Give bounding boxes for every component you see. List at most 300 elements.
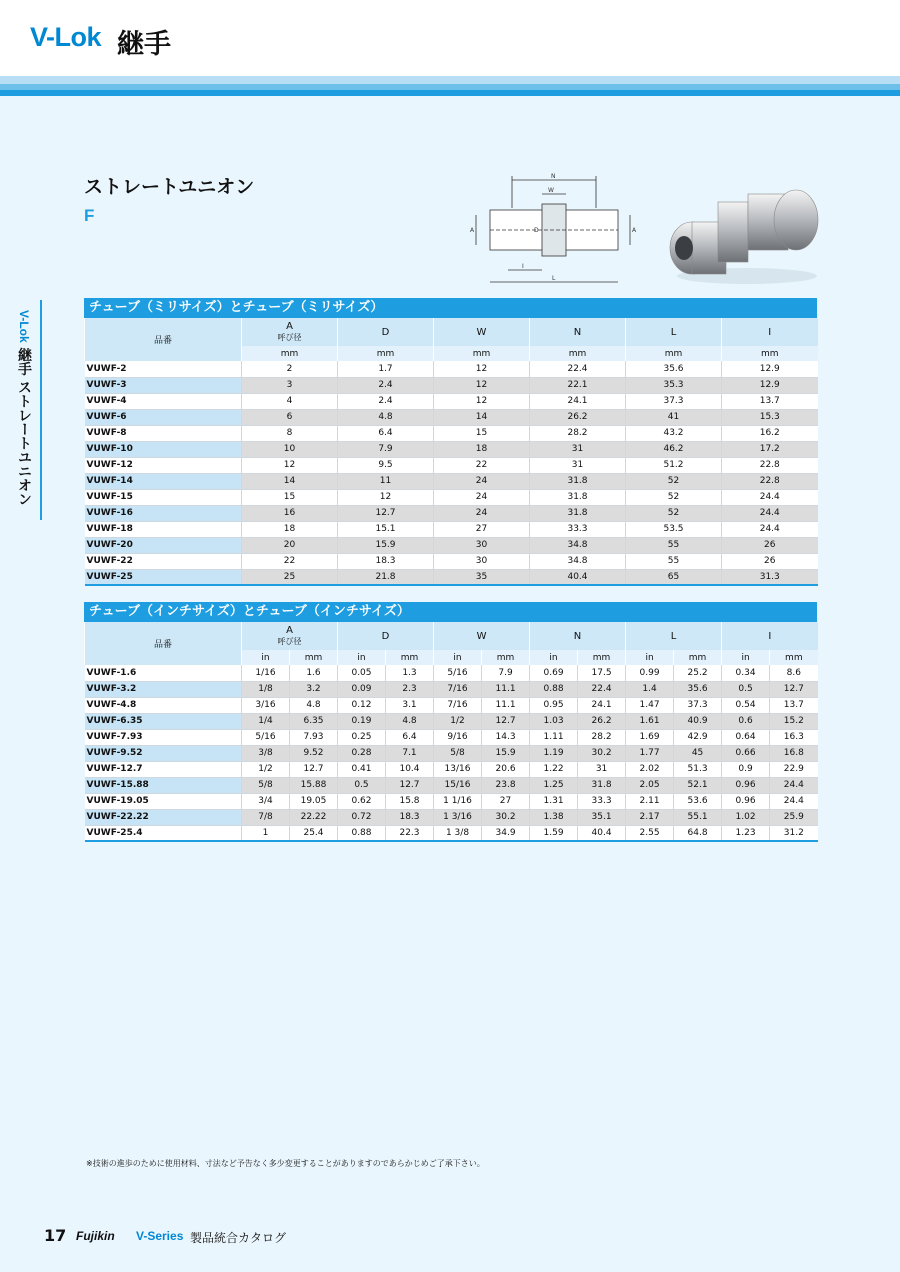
value-cell: 24.4 bbox=[722, 489, 818, 505]
value-cell: 2.3 bbox=[386, 681, 434, 697]
value-cell: 8.6 bbox=[770, 665, 818, 681]
value-cell: 20.6 bbox=[482, 761, 530, 777]
table-row bbox=[85, 745, 818, 761]
value-cell: 7.93 bbox=[290, 729, 338, 745]
footer-catalog: 製品統合カタログ bbox=[190, 1231, 287, 1245]
disclaimer-note: ※技術の進歩のために使用材料、寸法など予告なく多少変更することがありますのであらかじめご了承下さい。 bbox=[86, 1159, 485, 1168]
value-cell: 3.2 bbox=[290, 681, 338, 697]
value-cell: 1.38 bbox=[530, 809, 578, 825]
value-cell: 2.55 bbox=[626, 825, 674, 841]
part-number-cell: VUWF-15.88 bbox=[85, 777, 242, 793]
value-cell: 1.77 bbox=[626, 745, 674, 761]
value-cell: 15.3 bbox=[722, 409, 818, 425]
value-cell: 1.3 bbox=[386, 665, 434, 681]
table-row bbox=[85, 393, 818, 409]
value-cell: 24.4 bbox=[770, 793, 818, 809]
value-cell: 52 bbox=[626, 489, 722, 505]
value-cell: 11.1 bbox=[482, 697, 530, 713]
value-cell: 7/16 bbox=[434, 697, 482, 713]
value-cell: 1.4 bbox=[626, 681, 674, 697]
dimension-diagram bbox=[468, 170, 640, 290]
part-number-cell: VUWF-2 bbox=[85, 361, 242, 377]
value-cell: 22.3 bbox=[386, 825, 434, 841]
value-cell: 0.6 bbox=[722, 713, 770, 729]
value-cell: 0.69 bbox=[530, 665, 578, 681]
table-row bbox=[85, 793, 818, 809]
part-number-cell: VUWF-1.6 bbox=[85, 665, 242, 681]
part-number-cell: VUWF-6 bbox=[85, 409, 242, 425]
header-band-light bbox=[0, 76, 900, 84]
value-cell: 19.05 bbox=[290, 793, 338, 809]
value-cell: 9/16 bbox=[434, 729, 482, 745]
table-row bbox=[85, 409, 818, 425]
value-cell: 24.1 bbox=[530, 393, 626, 409]
value-cell: 12.9 bbox=[722, 377, 818, 393]
col-d-header: D bbox=[338, 318, 434, 346]
value-cell: 16.8 bbox=[770, 745, 818, 761]
value-cell: 12.9 bbox=[722, 361, 818, 377]
value-cell: 12.7 bbox=[386, 777, 434, 793]
value-cell: 35.1 bbox=[578, 809, 626, 825]
side-divider bbox=[40, 300, 42, 520]
part-number-cell: VUWF-15 bbox=[85, 489, 242, 505]
part-number-cell: VUWF-4.8 bbox=[85, 697, 242, 713]
value-cell: 25.2 bbox=[674, 665, 722, 681]
value-cell: 28.2 bbox=[578, 729, 626, 745]
unit-cell: mm bbox=[386, 650, 434, 665]
value-cell: 25.4 bbox=[290, 825, 338, 841]
header-band-dark bbox=[0, 90, 900, 96]
col-w-header: W bbox=[434, 318, 530, 346]
value-cell: 27 bbox=[434, 521, 530, 537]
value-cell: 23.8 bbox=[482, 777, 530, 793]
value-cell: 0.28 bbox=[338, 745, 386, 761]
value-cell: 31.8 bbox=[530, 489, 626, 505]
col-i-header: I bbox=[722, 622, 818, 650]
part-number-cell: VUWF-12 bbox=[85, 457, 242, 473]
col-l-header: L bbox=[626, 622, 722, 650]
part-number-cell: VUWF-25 bbox=[85, 569, 242, 585]
value-cell: 0.9 bbox=[722, 761, 770, 777]
value-cell: 31.8 bbox=[530, 505, 626, 521]
value-cell: 13/16 bbox=[434, 761, 482, 777]
value-cell: 34.8 bbox=[530, 537, 626, 553]
value-cell: 16.2 bbox=[722, 425, 818, 441]
value-cell: 9.5 bbox=[338, 457, 434, 473]
value-cell: 24.4 bbox=[722, 521, 818, 537]
value-cell: 30 bbox=[434, 553, 530, 569]
value-cell: 1.02 bbox=[722, 809, 770, 825]
value-cell: 0.05 bbox=[338, 665, 386, 681]
value-cell: 22.22 bbox=[290, 809, 338, 825]
value-cell: 2.05 bbox=[626, 777, 674, 793]
unit-cell: in bbox=[530, 650, 578, 665]
col-a-sub: 呼び径 bbox=[277, 333, 302, 342]
value-cell: 0.72 bbox=[338, 809, 386, 825]
part-number-cell: VUWF-9.52 bbox=[85, 745, 242, 761]
part-number-header: 品番 bbox=[85, 318, 242, 361]
value-cell: 24 bbox=[434, 489, 530, 505]
value-cell: 35.6 bbox=[626, 361, 722, 377]
table-row bbox=[85, 729, 818, 745]
value-cell: 14.3 bbox=[482, 729, 530, 745]
value-cell: 22 bbox=[242, 553, 338, 569]
diagram-label-d: D bbox=[534, 227, 539, 234]
value-cell: 6.4 bbox=[386, 729, 434, 745]
value-cell: 0.12 bbox=[338, 697, 386, 713]
value-cell: 31.8 bbox=[578, 777, 626, 793]
value-cell: 1/4 bbox=[242, 713, 290, 729]
part-number-cell: VUWF-12.7 bbox=[85, 761, 242, 777]
table-row bbox=[85, 489, 818, 505]
value-cell: 1.23 bbox=[722, 825, 770, 841]
value-cell: 1/8 bbox=[242, 681, 290, 697]
value-cell: 3 bbox=[242, 377, 338, 393]
table-row bbox=[85, 825, 818, 841]
value-cell: 24.4 bbox=[722, 505, 818, 521]
table-row bbox=[85, 761, 818, 777]
table-row bbox=[85, 441, 818, 457]
value-cell: 28.2 bbox=[530, 425, 626, 441]
part-number-cell: VUWF-3 bbox=[85, 377, 242, 393]
side-brand: V-Lok bbox=[17, 310, 31, 343]
value-cell: 0.19 bbox=[338, 713, 386, 729]
value-cell: 1.69 bbox=[626, 729, 674, 745]
value-cell: 20 bbox=[242, 537, 338, 553]
unit-cell: mm bbox=[338, 346, 434, 361]
value-cell: 1.11 bbox=[530, 729, 578, 745]
value-cell: 31.2 bbox=[770, 825, 818, 841]
table-row bbox=[85, 665, 818, 681]
value-cell: 6 bbox=[242, 409, 338, 425]
value-cell: 0.88 bbox=[530, 681, 578, 697]
value-cell: 8 bbox=[242, 425, 338, 441]
table-row bbox=[85, 777, 818, 793]
unit-cell: mm bbox=[434, 346, 530, 361]
table-row bbox=[85, 569, 818, 585]
value-cell: 4.8 bbox=[386, 713, 434, 729]
value-cell: 11.1 bbox=[482, 681, 530, 697]
unit-cell: mm bbox=[530, 346, 626, 361]
col-a-label: A bbox=[286, 625, 293, 636]
value-cell: 0.62 bbox=[338, 793, 386, 809]
unit-cell: mm bbox=[242, 346, 338, 361]
value-cell: 25.9 bbox=[770, 809, 818, 825]
value-cell: 31.8 bbox=[530, 473, 626, 489]
value-cell: 1.47 bbox=[626, 697, 674, 713]
value-cell: 45 bbox=[674, 745, 722, 761]
product-code: F bbox=[84, 206, 95, 225]
value-cell: 26.2 bbox=[530, 409, 626, 425]
value-cell: 5/8 bbox=[434, 745, 482, 761]
diagram-label-i: I bbox=[522, 263, 524, 270]
value-cell: 14 bbox=[242, 473, 338, 489]
brand-suffix: 継手 bbox=[117, 29, 171, 60]
value-cell: 15.9 bbox=[338, 537, 434, 553]
value-cell: 51.3 bbox=[674, 761, 722, 777]
value-cell: 31 bbox=[530, 441, 626, 457]
value-cell: 37.3 bbox=[674, 697, 722, 713]
table-row bbox=[85, 681, 818, 697]
value-cell: 55 bbox=[626, 553, 722, 569]
side-label bbox=[14, 310, 34, 506]
value-cell: 0.09 bbox=[338, 681, 386, 697]
value-cell: 53.5 bbox=[626, 521, 722, 537]
value-cell: 15.2 bbox=[770, 713, 818, 729]
value-cell: 3/16 bbox=[242, 697, 290, 713]
value-cell: 53.6 bbox=[674, 793, 722, 809]
value-cell: 40.9 bbox=[674, 713, 722, 729]
unit-cell: in bbox=[242, 650, 290, 665]
value-cell: 55 bbox=[626, 537, 722, 553]
value-cell: 1 bbox=[242, 825, 290, 841]
value-cell: 1/16 bbox=[242, 665, 290, 681]
value-cell: 15.8 bbox=[386, 793, 434, 809]
col-a-label: A bbox=[286, 321, 293, 332]
value-cell: 24 bbox=[434, 505, 530, 521]
value-cell: 7.9 bbox=[338, 441, 434, 457]
value-cell: 37.3 bbox=[626, 393, 722, 409]
value-cell: 22.8 bbox=[722, 457, 818, 473]
value-cell: 35 bbox=[434, 569, 530, 585]
part-number-cell: VUWF-3.2 bbox=[85, 681, 242, 697]
product-title: ストレートユニオン bbox=[84, 176, 255, 198]
value-cell: 22.4 bbox=[530, 361, 626, 377]
value-cell: 24 bbox=[434, 473, 530, 489]
part-number-cell: VUWF-6.35 bbox=[85, 713, 242, 729]
value-cell: 2.17 bbox=[626, 809, 674, 825]
part-number-cell: VUWF-10 bbox=[85, 441, 242, 457]
value-cell: 4 bbox=[242, 393, 338, 409]
value-cell: 5/8 bbox=[242, 777, 290, 793]
part-number-cell: VUWF-20 bbox=[85, 537, 242, 553]
value-cell: 0.66 bbox=[722, 745, 770, 761]
value-cell: 1 3/8 bbox=[434, 825, 482, 841]
value-cell: 15 bbox=[242, 489, 338, 505]
value-cell: 35.3 bbox=[626, 377, 722, 393]
value-cell: 0.64 bbox=[722, 729, 770, 745]
value-cell: 4.8 bbox=[338, 409, 434, 425]
value-cell: 11 bbox=[338, 473, 434, 489]
value-cell: 43.2 bbox=[626, 425, 722, 441]
part-number-cell: VUWF-4 bbox=[85, 393, 242, 409]
value-cell: 0.41 bbox=[338, 761, 386, 777]
page-number: 17 bbox=[44, 1226, 67, 1245]
value-cell: 12 bbox=[242, 457, 338, 473]
table-row bbox=[85, 521, 818, 537]
table-row bbox=[85, 713, 818, 729]
value-cell: 22.9 bbox=[770, 761, 818, 777]
diagram-label-w: W bbox=[548, 187, 554, 194]
value-cell: 34.9 bbox=[482, 825, 530, 841]
value-cell: 3.1 bbox=[386, 697, 434, 713]
col-a-sub: 呼び径 bbox=[277, 637, 302, 646]
value-cell: 33.3 bbox=[530, 521, 626, 537]
value-cell: 7.9 bbox=[482, 665, 530, 681]
table1-title: チューブ（ミリサイズ）とチューブ（ミリサイズ） bbox=[84, 298, 817, 318]
table-row bbox=[85, 425, 818, 441]
unit-cell: mm bbox=[290, 650, 338, 665]
part-number-cell: VUWF-7.93 bbox=[85, 729, 242, 745]
part-number-cell: VUWF-19.05 bbox=[85, 793, 242, 809]
value-cell: 2.02 bbox=[626, 761, 674, 777]
value-cell: 0.54 bbox=[722, 697, 770, 713]
value-cell: 35.6 bbox=[674, 681, 722, 697]
value-cell: 34.8 bbox=[530, 553, 626, 569]
table2-title: チューブ（インチサイズ）とチューブ（インチサイズ） bbox=[84, 602, 817, 622]
value-cell: 12.7 bbox=[338, 505, 434, 521]
value-cell: 26 bbox=[722, 537, 818, 553]
unit-cell: mm bbox=[578, 650, 626, 665]
value-cell: 42.9 bbox=[674, 729, 722, 745]
value-cell: 4.8 bbox=[290, 697, 338, 713]
value-cell: 12.7 bbox=[290, 761, 338, 777]
value-cell: 12 bbox=[434, 361, 530, 377]
value-cell: 12.7 bbox=[770, 681, 818, 697]
value-cell: 0.34 bbox=[722, 665, 770, 681]
value-cell: 1.25 bbox=[530, 777, 578, 793]
table-row bbox=[85, 537, 818, 553]
value-cell: 40.4 bbox=[530, 569, 626, 585]
value-cell: 2.4 bbox=[338, 377, 434, 393]
col-w-header: W bbox=[434, 622, 530, 650]
value-cell: 7/8 bbox=[242, 809, 290, 825]
footer-brand: Fujikin bbox=[76, 1229, 115, 1243]
table-row bbox=[85, 809, 818, 825]
value-cell: 0.5 bbox=[722, 681, 770, 697]
value-cell: 13.7 bbox=[770, 697, 818, 713]
unit-cell: mm bbox=[770, 650, 818, 665]
unit-cell: in bbox=[434, 650, 482, 665]
value-cell: 52 bbox=[626, 473, 722, 489]
value-cell: 3/8 bbox=[242, 745, 290, 761]
diagram-label-a-right: A bbox=[632, 227, 637, 234]
value-cell: 3/4 bbox=[242, 793, 290, 809]
value-cell: 2.4 bbox=[338, 393, 434, 409]
value-cell: 0.99 bbox=[626, 665, 674, 681]
diagram-label-a-left: A bbox=[470, 227, 475, 234]
value-cell: 26 bbox=[722, 553, 818, 569]
value-cell: 5/16 bbox=[434, 665, 482, 681]
part-number-header: 品番 bbox=[85, 622, 242, 665]
diagram-label-n: N bbox=[551, 173, 556, 180]
value-cell: 0.96 bbox=[722, 777, 770, 793]
value-cell: 25 bbox=[242, 569, 338, 585]
value-cell: 15 bbox=[434, 425, 530, 441]
value-cell: 7.1 bbox=[386, 745, 434, 761]
value-cell: 12.7 bbox=[482, 713, 530, 729]
unit-cell: in bbox=[626, 650, 674, 665]
value-cell: 17.5 bbox=[578, 665, 626, 681]
col-d-header: D bbox=[338, 622, 434, 650]
value-cell: 12 bbox=[434, 377, 530, 393]
table-row bbox=[85, 505, 818, 521]
col-i-header: I bbox=[722, 318, 818, 346]
col-a-header bbox=[242, 622, 338, 650]
value-cell: 1/2 bbox=[434, 713, 482, 729]
part-number-cell: VUWF-25.4 bbox=[85, 825, 242, 841]
table-row bbox=[85, 361, 818, 377]
value-cell: 2.11 bbox=[626, 793, 674, 809]
value-cell: 14 bbox=[434, 409, 530, 425]
value-cell: 5/16 bbox=[242, 729, 290, 745]
unit-cell: mm bbox=[674, 650, 722, 665]
value-cell: 22.1 bbox=[530, 377, 626, 393]
value-cell: 24.4 bbox=[770, 777, 818, 793]
value-cell: 1.31 bbox=[530, 793, 578, 809]
value-cell: 17.2 bbox=[722, 441, 818, 457]
value-cell: 31.3 bbox=[722, 569, 818, 585]
value-cell: 1 1/16 bbox=[434, 793, 482, 809]
col-n-header: N bbox=[530, 622, 626, 650]
value-cell: 18.3 bbox=[338, 553, 434, 569]
col-n-header: N bbox=[530, 318, 626, 346]
value-cell: 2 bbox=[242, 361, 338, 377]
value-cell: 31 bbox=[530, 457, 626, 473]
value-cell: 10 bbox=[242, 441, 338, 457]
table-row bbox=[85, 697, 818, 713]
value-cell: 12 bbox=[434, 393, 530, 409]
metric-size-table bbox=[84, 318, 818, 586]
value-cell: 51.2 bbox=[626, 457, 722, 473]
part-number-cell: VUWF-8 bbox=[85, 425, 242, 441]
side-text: 継手 ストレートユニオン bbox=[16, 347, 32, 507]
value-cell: 1.22 bbox=[530, 761, 578, 777]
value-cell: 1/2 bbox=[242, 761, 290, 777]
value-cell: 15/16 bbox=[434, 777, 482, 793]
diagram-label-l: L bbox=[552, 275, 556, 282]
unit-cell: mm bbox=[722, 346, 818, 361]
value-cell: 1.6 bbox=[290, 665, 338, 681]
part-number-cell: VUWF-22.22 bbox=[85, 809, 242, 825]
value-cell: 9.52 bbox=[290, 745, 338, 761]
value-cell: 22.4 bbox=[578, 681, 626, 697]
table-row bbox=[85, 457, 818, 473]
value-cell: 1.61 bbox=[626, 713, 674, 729]
value-cell: 12 bbox=[338, 489, 434, 505]
value-cell: 65 bbox=[626, 569, 722, 585]
value-cell: 6.35 bbox=[290, 713, 338, 729]
product-photo bbox=[662, 176, 832, 286]
unit-cell: in bbox=[338, 650, 386, 665]
table-row bbox=[85, 377, 818, 393]
unit-cell: mm bbox=[482, 650, 530, 665]
value-cell: 0.25 bbox=[338, 729, 386, 745]
value-cell: 7/16 bbox=[434, 681, 482, 697]
value-cell: 0.88 bbox=[338, 825, 386, 841]
value-cell: 27 bbox=[482, 793, 530, 809]
value-cell: 15.1 bbox=[338, 521, 434, 537]
part-number-cell: VUWF-18 bbox=[85, 521, 242, 537]
value-cell: 30.2 bbox=[482, 809, 530, 825]
table-row bbox=[85, 553, 818, 569]
value-cell: 40.4 bbox=[578, 825, 626, 841]
value-cell: 46.2 bbox=[626, 441, 722, 457]
value-cell: 55.1 bbox=[674, 809, 722, 825]
unit-cell: in bbox=[722, 650, 770, 665]
value-cell: 15.9 bbox=[482, 745, 530, 761]
value-cell: 0.95 bbox=[530, 697, 578, 713]
part-number-cell: VUWF-14 bbox=[85, 473, 242, 489]
value-cell: 30 bbox=[434, 537, 530, 553]
value-cell: 24.1 bbox=[578, 697, 626, 713]
value-cell: 6.4 bbox=[338, 425, 434, 441]
value-cell: 1.03 bbox=[530, 713, 578, 729]
col-l-header: L bbox=[626, 318, 722, 346]
col-a-header bbox=[242, 318, 338, 346]
brand-logo: V-Lok bbox=[30, 22, 102, 52]
value-cell: 1.7 bbox=[338, 361, 434, 377]
